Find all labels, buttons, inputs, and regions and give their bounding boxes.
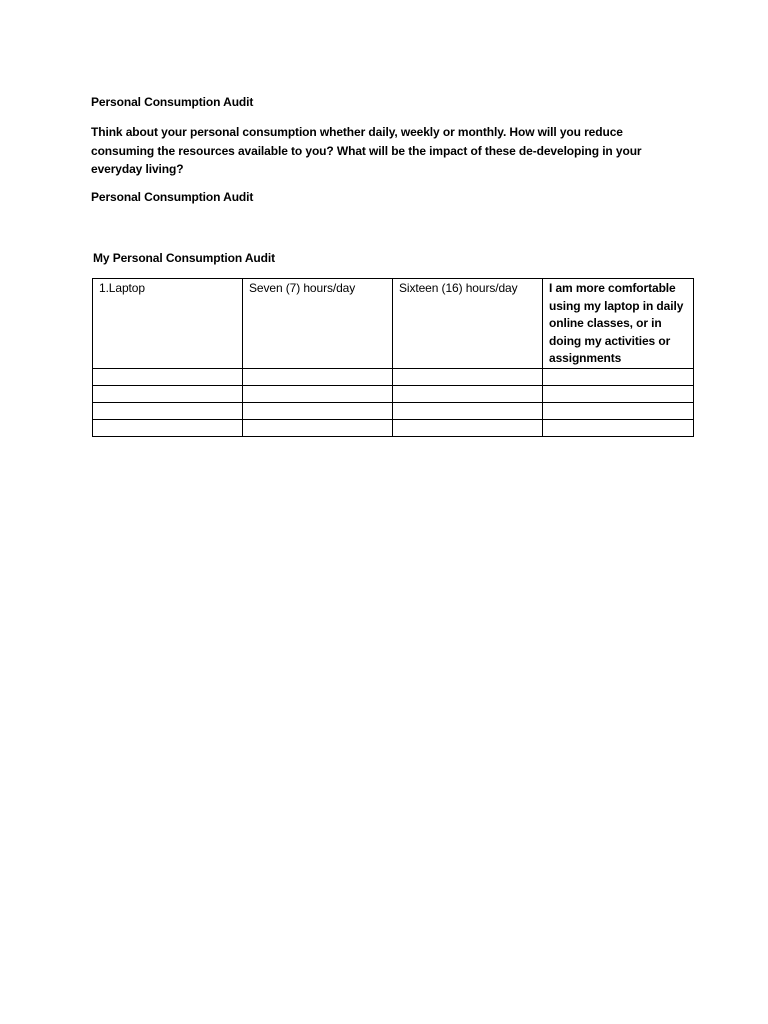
section-heading: Personal Consumption Audit (91, 190, 254, 204)
table-cell (243, 368, 393, 385)
table-cell (93, 402, 243, 419)
table-cell: 1.Laptop (93, 279, 243, 369)
table-row (93, 419, 694, 436)
table-cell: Seven (7) hours/day (243, 279, 393, 369)
consumption-audit-table (92, 278, 694, 437)
table-cell (543, 368, 694, 385)
table-cell (393, 368, 543, 385)
prompt-paragraph: Think about your personal consumption whether daily, weekly or monthly. How will you reduce consuming the resources available to you? What will be the impact of these de-developing in your everyday living? (91, 125, 642, 176)
table-cell: Sixteen (16) hours/day (393, 279, 543, 369)
table-cell (243, 419, 393, 436)
table-cell (93, 368, 243, 385)
table-title: My Personal Consumption Audit (93, 251, 275, 265)
table-cell (93, 385, 243, 402)
table-row (93, 279, 694, 369)
table-row (93, 368, 694, 385)
table-cell (243, 402, 393, 419)
table-cell (393, 385, 543, 402)
table-cell: I am more comfortable using my laptop in daily online classes, or in doing my activities or assignments (543, 279, 694, 369)
document-heading: Personal Consumption Audit (91, 95, 254, 109)
table-row (93, 402, 694, 419)
table-cell (393, 402, 543, 419)
table-cell (93, 419, 243, 436)
table-cell (543, 419, 694, 436)
table-row (93, 385, 694, 402)
table-cell (543, 402, 694, 419)
table-cell (393, 419, 543, 436)
table-cell (543, 385, 694, 402)
table-cell (243, 385, 393, 402)
